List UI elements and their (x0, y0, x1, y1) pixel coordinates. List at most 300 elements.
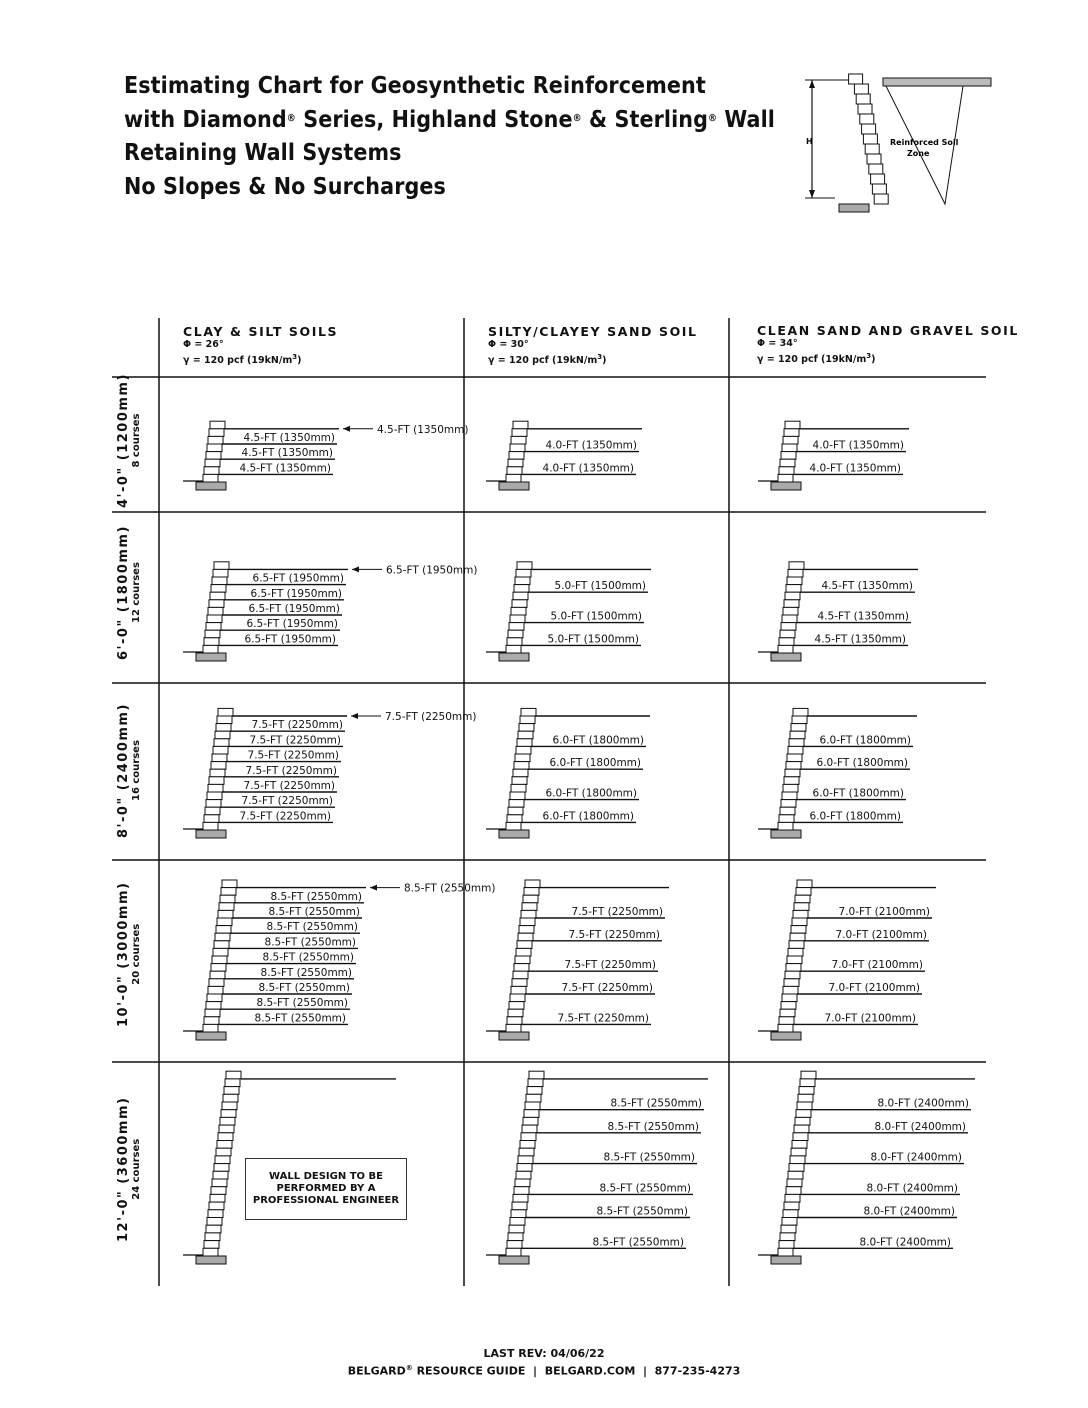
wall-block (516, 746, 531, 754)
wall-block (788, 1171, 803, 1179)
geogrid-length-label: 7.5-FT (2250mm) (568, 928, 660, 941)
wall-block (790, 731, 805, 739)
wall-block (218, 910, 233, 918)
geogrid-length-label: 6.0-FT (1800mm) (816, 757, 908, 770)
wall-block (210, 421, 225, 429)
wall-block (510, 615, 525, 623)
wall-block (212, 577, 227, 585)
arrow-head (351, 713, 358, 719)
geogrid-length-label: 7.5-FT (2250mm) (245, 764, 337, 777)
wall-block (516, 569, 531, 577)
wall-block (778, 1248, 793, 1256)
page-footer (0, 1346, 1088, 1379)
wall-block (784, 600, 799, 608)
wall-block (208, 784, 223, 792)
wall-block (800, 1079, 815, 1087)
wall-block (207, 615, 222, 623)
friction-angle: Φ = 30° (488, 339, 529, 350)
wall-block (515, 577, 530, 585)
wall-block (510, 792, 525, 800)
wall-block (790, 933, 805, 941)
wall-block (796, 1110, 811, 1118)
geogrid-length-label: 6.0-FT (1800mm) (819, 734, 911, 747)
wall-block (795, 895, 810, 903)
wall-footing (771, 830, 801, 838)
wall-block (785, 1194, 800, 1202)
geogrid-length-label: 6.5-FT (1950mm) (252, 572, 344, 585)
wall-block (511, 1210, 526, 1218)
geogrid-length-label: 8.5-FT (2550mm) (270, 890, 362, 903)
wall-block (786, 1187, 801, 1195)
wall-block (779, 467, 794, 475)
wall-block (783, 607, 798, 615)
wall-block (523, 1117, 538, 1125)
wall-block (527, 1087, 542, 1095)
course-count: 24 courses (131, 1138, 142, 1200)
wall-block (215, 933, 230, 941)
geogrid-length-label: 7.5-FT (2250mm) (561, 982, 653, 994)
wall-height: 10'-0" (3000mm) (116, 881, 131, 1027)
wall-block (207, 792, 222, 800)
wall-diagram-r0-c1 (486, 421, 642, 490)
wall-block (525, 1102, 540, 1110)
note-line-2: PERFORMED BY A (276, 1183, 376, 1194)
geogrid-length-label: 4.5-FT (1350mm) (814, 633, 906, 646)
wall-block (785, 769, 800, 777)
arrow-head (352, 566, 359, 572)
row-label-10ft (116, 882, 142, 1027)
wall-block (794, 1125, 809, 1133)
wall-block (509, 1002, 524, 1010)
wall-block (791, 926, 806, 934)
wall-block (210, 971, 225, 979)
wall-footing (771, 482, 801, 490)
wall-block (512, 777, 527, 785)
wall-block (524, 1110, 539, 1118)
top-layer-label: 7.5-FT (2250mm) (385, 711, 477, 723)
wall-height: 8'-0" (2400mm) (116, 703, 131, 838)
wall-block (788, 948, 803, 956)
wall-block (216, 724, 231, 732)
wall-block (528, 1079, 543, 1087)
geogrid-length-label: 7.0-FT (2100mm) (831, 959, 923, 972)
wall-block (212, 754, 227, 762)
wall-block (787, 956, 802, 964)
geogrid-length-label: 8.5-FT (2550mm) (254, 1012, 346, 1025)
wall-block (787, 754, 802, 762)
wall-block (219, 903, 234, 911)
wall-block (206, 452, 221, 460)
column-title: CLAY & SILT SOILS (183, 324, 339, 339)
wall-block (216, 1148, 231, 1156)
engineer-note-box (245, 1158, 407, 1220)
wall-block (778, 822, 793, 830)
wall-block (217, 716, 232, 724)
title-line-2c: & Sterling (581, 106, 709, 133)
wall-block (509, 623, 524, 631)
geogrid-length-label: 7.0-FT (2100mm) (835, 928, 927, 941)
course-count: 20 courses (131, 923, 142, 985)
wall-diagram-r2-c0 (183, 708, 476, 838)
registered-mark: ® (286, 112, 296, 124)
geogrid-length-label: 6.5-FT (1950mm) (246, 618, 338, 631)
wall-block (513, 1194, 528, 1202)
geogrid-length-label: 8.5-FT (2550mm) (607, 1120, 699, 1133)
geogrid-length-label: 6.0-FT (1800mm) (809, 810, 901, 823)
wall-block (224, 1087, 239, 1095)
geogrid-length-label: 6.0-FT (1800mm) (812, 787, 904, 800)
wall-diagram-r3-c2 (758, 880, 936, 1040)
column-header-clay-silt (183, 324, 338, 367)
wall-block (781, 623, 796, 631)
wall-block (792, 918, 807, 926)
wall-block (794, 903, 809, 911)
wall-block (213, 1171, 228, 1179)
wall-block (211, 762, 226, 770)
wall-block (209, 979, 224, 987)
wall-block (219, 1125, 234, 1133)
wall-footing (499, 1256, 529, 1264)
wall-block (214, 1164, 229, 1172)
footer-contact: BELGARD® RESOURCE GUIDE | BELGARD.COM | 877-235-4273 (347, 1364, 741, 1378)
wall-diagram-r3-c1 (486, 880, 669, 1040)
wall-footing (196, 653, 226, 661)
top-layer-label: 4.5-FT (1350mm) (377, 423, 469, 436)
registered-mark: ® (572, 112, 582, 124)
geogrid-length-label: 5.0-FT (1500mm) (550, 610, 642, 623)
wall-block (203, 1024, 218, 1032)
wall-block (509, 800, 524, 808)
top-layer-label: 8.5-FT (2550mm) (404, 882, 496, 895)
registered-mark: ® (708, 112, 718, 124)
wall-block (797, 880, 812, 888)
wall-block (779, 815, 794, 823)
wall-block (218, 1133, 233, 1141)
wall-diagram-r4-c2 (758, 1071, 975, 1264)
geogrid-length-label: 7.0-FT (2100mm) (824, 1012, 916, 1025)
wall-block (511, 784, 526, 792)
wall-block (783, 1210, 798, 1218)
wall-block (525, 880, 540, 888)
wall-block (508, 807, 523, 815)
unit-weight: γ = 120 pcf $(19kN/m^3)$ (183, 353, 302, 367)
wall-block (523, 895, 538, 903)
wall-block (512, 979, 527, 987)
wall-block (209, 429, 224, 437)
wall-block (517, 739, 532, 747)
wall-block (506, 1248, 521, 1256)
wall-block (506, 474, 521, 482)
wall-block (785, 592, 800, 600)
wall-footing (499, 830, 529, 838)
wall-block (779, 638, 794, 646)
title-line-2b: Series, Highland Stone (295, 106, 573, 133)
wall-block (516, 948, 531, 956)
wall-block (206, 800, 221, 808)
geogrid-length-label: 7.0-FT (2100mm) (838, 906, 930, 918)
geogrid-length-label: 4.5-FT (1350mm) (243, 432, 335, 444)
wall-block (786, 585, 801, 593)
wall-block (514, 585, 529, 593)
geogrid-length-label: 4.0-FT (1350mm) (809, 462, 901, 475)
wall-block (785, 421, 800, 429)
wall-block (210, 592, 225, 600)
friction-angle: Φ = 34° (757, 338, 798, 349)
geogrid-length-label: 4.5-FT (1350mm) (241, 447, 333, 460)
wall-block (512, 600, 527, 608)
wall-block (517, 1164, 532, 1172)
wall-block (791, 1148, 806, 1156)
wall-block (781, 452, 796, 460)
wall-block (205, 1009, 220, 1017)
wall-block (520, 918, 535, 926)
wall-block (513, 769, 528, 777)
wall-block (508, 1009, 523, 1017)
course-count: 12 courses (131, 562, 142, 624)
geogrid-length-label: 7.5-FT (2250mm) (243, 780, 335, 792)
wall-block (520, 716, 535, 724)
title-line-2d: Wall (717, 106, 775, 133)
wall-block (782, 994, 797, 1002)
wall-block (780, 807, 795, 815)
wall-block (518, 933, 533, 941)
geogrid-length-label: 6.0-FT (1800mm) (542, 810, 634, 823)
wall-block (204, 638, 219, 646)
wall-block (507, 638, 522, 646)
wall-block (512, 429, 527, 437)
geogrid-length-label: 7.5-FT (2250mm) (564, 959, 656, 972)
wall-block (520, 1141, 535, 1149)
wall-footing (771, 653, 801, 661)
wall-block (793, 708, 808, 716)
geogrid-length-label: 7.5-FT (2250mm) (251, 719, 343, 732)
wall-block (517, 562, 532, 570)
wall-block (512, 1202, 527, 1210)
wall-block (208, 607, 223, 615)
wall-block (506, 645, 521, 653)
wall-block (790, 1156, 805, 1164)
row-label-8ft (116, 703, 142, 838)
geogrid-length-label: 8.5-FT (2550mm) (610, 1097, 702, 1110)
wall-block (522, 903, 537, 911)
column-title: CLEAN SAND AND GRAVEL SOIL (757, 323, 1019, 338)
wall-block (785, 971, 800, 979)
geogrid-length-label: 6.0-FT (1800mm) (552, 734, 644, 747)
wall-block (511, 436, 526, 444)
wall-block (797, 1102, 812, 1110)
geogrid-length-label: 8.5-FT (2550mm) (260, 966, 352, 979)
wall-block (203, 1248, 218, 1256)
geogrid-length-label: 4.5-FT (1350mm) (239, 462, 331, 475)
wall-block (509, 1225, 524, 1233)
geogrid-length-label: 7.5-FT (2250mm) (249, 734, 341, 747)
geogrid-length-label: 8.0-FT (2400mm) (874, 1120, 966, 1133)
wall-block (524, 888, 539, 896)
wall-block (205, 630, 220, 638)
wall-footing (771, 1032, 801, 1040)
wall-block (210, 769, 225, 777)
wall-block (514, 762, 529, 770)
wall-block (216, 926, 231, 934)
wall-height: 12'-0" (3600mm) (116, 1096, 131, 1242)
geogrid-length-label: 8.5-FT (2550mm) (264, 936, 356, 949)
unit-weight: γ = 120 pcf $(19kN/m^3)$ (757, 352, 876, 366)
column-header-silty-clayey-sand (488, 324, 698, 367)
wall-block (208, 1210, 223, 1218)
revision-date: LAST REV: 04/06/22 (483, 1347, 605, 1360)
wall-block (211, 964, 226, 972)
wall-block (206, 1002, 221, 1010)
geogrid-length-label: 5.0-FT (1500mm) (554, 580, 646, 593)
wall-block (207, 994, 222, 1002)
row-label-6ft (116, 525, 142, 660)
wall-block (207, 1218, 222, 1226)
wall-block (515, 1179, 530, 1187)
wall-block (205, 807, 220, 815)
wall-block (778, 474, 793, 482)
wall-block (204, 467, 219, 475)
wall-block (779, 1017, 794, 1025)
title-line-3: Retaining Wall Systems (124, 140, 402, 166)
wall-block (221, 888, 236, 896)
wall-block (519, 926, 534, 934)
wall-block (205, 459, 220, 467)
wall-block (787, 577, 802, 585)
wall-block (516, 1171, 531, 1179)
wall-block (778, 645, 793, 653)
wall-block (212, 956, 227, 964)
wall-block (205, 1233, 220, 1241)
row-label-12ft (116, 1097, 142, 1242)
wall-block (780, 630, 795, 638)
wall-block (782, 444, 797, 452)
wall-block (213, 569, 228, 577)
wall-footing (771, 1256, 801, 1264)
wall-block (507, 815, 522, 823)
wall-block (784, 429, 799, 437)
wall-block (781, 800, 796, 808)
wall-block (521, 1133, 536, 1141)
wall-block (507, 467, 522, 475)
wall-diagram-r3-c0 (183, 880, 495, 1040)
geogrid-length-label: 4.0-FT (1350mm) (542, 462, 634, 475)
wall-block (778, 1024, 793, 1032)
geogrid-length-label: 8.0-FT (2400mm) (866, 1182, 958, 1195)
note-line-3: PROFESSIONAL ENGINEER (252, 1195, 400, 1206)
geogrid-length-label: 4.5-FT (1350mm) (821, 580, 913, 593)
geogrid-length-label: 8.5-FT (2550mm) (603, 1151, 695, 1164)
geogrid-length-label: 7.5-FT (2250mm) (247, 749, 339, 762)
geogrid-length-label: 4.5-FT (1350mm) (817, 610, 909, 623)
wall-block (799, 1087, 814, 1095)
note-line-1: WALL DESIGN TO BE (269, 1171, 383, 1182)
geogrid-length-label: 8.5-FT (2550mm) (256, 997, 348, 1010)
wall-block (781, 1225, 796, 1233)
wall-block (529, 1071, 544, 1079)
wall-block (780, 459, 795, 467)
zone-label-1: Reinforced Soil (890, 138, 959, 147)
wall-block (509, 452, 524, 460)
wall-block (508, 630, 523, 638)
wall-block (792, 716, 807, 724)
geogrid-length-label: 4.0-FT (1350mm) (812, 439, 904, 452)
column-title: SILTY/CLAYEY SAND SOIL (488, 324, 698, 339)
geogrid-length-label: 6.0-FT (1800mm) (549, 757, 641, 770)
wall-block (511, 986, 526, 994)
wall-block (786, 762, 801, 770)
wall-block (225, 1079, 240, 1087)
wall-block (792, 1141, 807, 1149)
wall-block (519, 724, 534, 732)
geogrid-length-label: 8.5-FT (2550mm) (258, 982, 350, 994)
wall-block (211, 1187, 226, 1195)
geogrid-length-label: 5.0-FT (1500mm) (547, 633, 639, 646)
wall-footing (196, 482, 226, 490)
wall-block (203, 822, 218, 830)
wall-block (513, 971, 528, 979)
arrow-head (370, 885, 377, 891)
wall-block (204, 1017, 219, 1025)
wall-block (793, 910, 808, 918)
wall-block (215, 731, 230, 739)
wall-block (517, 941, 532, 949)
title-line-4: No Slopes & No Surcharges (124, 173, 446, 200)
wall-block (217, 1141, 232, 1149)
wall-diagram-r1-c1 (486, 562, 651, 661)
geogrid-length-label: 8.0-FT (2400mm) (863, 1205, 955, 1218)
wall-footing (499, 1032, 529, 1040)
wall-block (522, 1125, 537, 1133)
title-line-1: Estimating Chart for Geosynthetic Reinforcement (124, 73, 706, 99)
geogrid-length-label: 8.5-FT (2550mm) (266, 921, 358, 934)
wall-block (514, 964, 529, 972)
geogrid-length-label: 7.0-FT (2100mm) (828, 982, 920, 994)
wall-block (782, 615, 797, 623)
geogrid-length-label: 8.5-FT (2550mm) (596, 1205, 688, 1218)
wall-block (526, 1094, 541, 1102)
zone-label-2: Zone (907, 149, 930, 158)
wall-block (780, 1233, 795, 1241)
wall-block (222, 1102, 237, 1110)
wall-block (782, 792, 797, 800)
wall-block (784, 777, 799, 785)
wall-block (518, 1156, 533, 1164)
wall-block (214, 941, 229, 949)
wall-block (206, 1225, 221, 1233)
wall-block (783, 986, 798, 994)
wall-block (507, 1241, 522, 1249)
wall-block (780, 1009, 795, 1017)
wall-block (513, 592, 528, 600)
geogrid-length-label: 6.5-FT (1950mm) (244, 633, 336, 646)
wall-block (513, 421, 528, 429)
wall-block (784, 979, 799, 987)
wall-block (787, 1179, 802, 1187)
wall-block (203, 645, 218, 653)
wall-block (207, 444, 222, 452)
wall-block (510, 1218, 525, 1226)
arrow-head (343, 426, 350, 432)
wall-block (521, 910, 536, 918)
course-count: 16 courses (131, 740, 142, 802)
wall-block (795, 1117, 810, 1125)
geogrid-length-label: 8.5-FT (2550mm) (268, 906, 360, 918)
wall-block (510, 994, 525, 1002)
wall-block (213, 948, 228, 956)
wall-block (515, 754, 530, 762)
row-label-4ft (116, 373, 142, 508)
wall-block (223, 1094, 238, 1102)
